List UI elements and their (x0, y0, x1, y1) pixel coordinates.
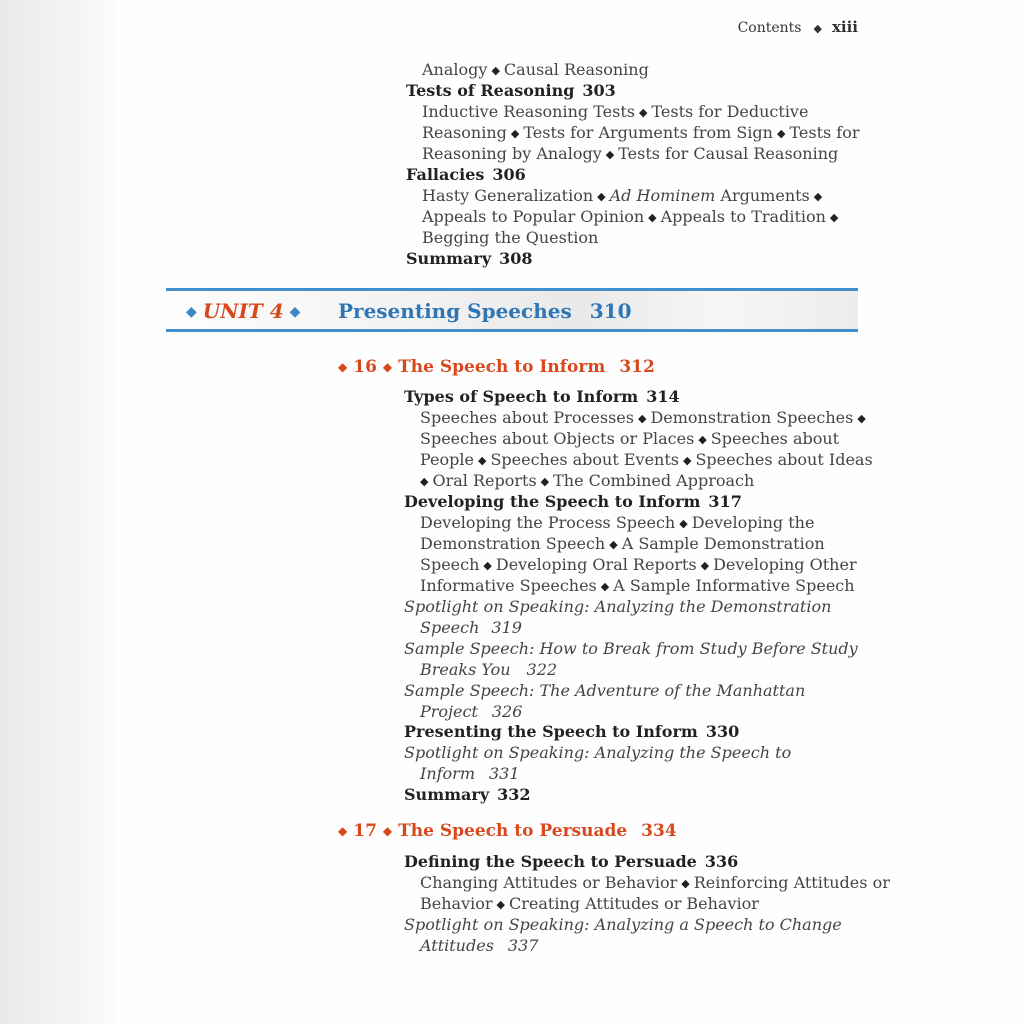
toc-feature-entry: Speech 319 (420, 618, 522, 637)
diamond-icon: ◆ (605, 148, 615, 161)
diamond-icon: ◆ (683, 454, 692, 467)
diamond-icon: ◆ (637, 412, 647, 425)
running-head (738, 18, 858, 36)
toc-feature-entry: Attitudes 337 (420, 936, 539, 955)
toc-feature-entry: Spotlight on Speaking: Analyzing the Speech to (404, 743, 792, 762)
chapter-heading: ◆ 17 ◆ The Speech to Persuade 334 (338, 821, 677, 841)
toc-feature-entry: Sample Speech: The Adventure of the Manhattan (404, 681, 806, 700)
toc-subtopics: Begging the Question (422, 228, 599, 247)
diamond-icon: ◆ (700, 559, 710, 572)
toc-subtopics: Reasoning ◆ Tests for Arguments from Sign ◆ Tests for (422, 123, 860, 142)
diamond-icon: ◆ (813, 190, 823, 203)
toc-subtopics: Developing the Process Speech ◆ Developing the (420, 513, 815, 532)
toc-subtopics: Speeches about Objects or Places ◆ Speeches about (420, 429, 840, 448)
diamond-icon: ◆ (186, 304, 197, 320)
diamond-icon: ◆ (338, 360, 348, 374)
diamond-icon: ◆ (420, 475, 429, 488)
unit-label: ◆ UNIT 4 ◆ (186, 299, 301, 323)
toc-subtopics: Changing Attitudes or Behavior ◆ Reinforcing Attitudes or (420, 873, 890, 892)
unit-title: Presenting Speeches 310 (338, 299, 632, 323)
toc-section-heading: Summary 308 (406, 249, 533, 268)
diamond-icon: ◆ (338, 824, 348, 838)
toc-subtopics: Speeches about Processes ◆ Demonstration Speeches ◆ (420, 408, 866, 427)
diamond-icon: ◆ (483, 559, 492, 572)
toc-subtopics: Inductive Reasoning Tests ◆ Tests for Deductive (422, 102, 809, 121)
diamond-icon: ◆ (382, 360, 393, 374)
toc-section-heading: Fallacies 306 (406, 165, 526, 184)
toc-subtopics: Informative Speeches ◆ A Sample Informative Speech (420, 576, 855, 595)
diamond-icon: ◆ (597, 190, 606, 203)
diamond-icon: ◆ (382, 824, 393, 838)
toc-subtopics: Reasoning by Analogy ◆ Tests for Causal Reasoning (422, 144, 839, 163)
toc-feature-entry: Inform 331 (420, 764, 520, 783)
diamond-icon: ◆ (496, 898, 505, 911)
chapter-heading: ◆ 16 ◆ The Speech to Inform 312 (338, 357, 655, 377)
diamond-icon: ◆ (776, 127, 786, 140)
diamond-icon: ◆ (491, 64, 500, 77)
diamond-icon: ◆ (813, 22, 822, 35)
toc-subtopics: Behavior ◆ Creating Attitudes or Behavior (420, 894, 759, 913)
toc-subtopics: Demonstration Speech ◆ A Sample Demonstration (420, 534, 825, 553)
diamond-icon: ◆ (609, 538, 618, 551)
diamond-icon: ◆ (477, 454, 487, 467)
toc-section-heading: Defining the Speech to Persuade 336 (404, 852, 739, 871)
toc-feature-entry: Spotlight on Speaking: Analyzing the Demonstration (404, 597, 832, 616)
toc-subtopics: People ◆ Speeches about Events ◆ Speeches about Ideas (420, 450, 873, 469)
diamond-icon: ◆ (289, 304, 301, 320)
page-number: xiii (831, 18, 858, 36)
running-head-label: Contents (737, 20, 802, 36)
toc-section-heading: Presenting the Speech to Inform 330 (404, 722, 740, 741)
toc-section-heading: Summary 332 (404, 785, 531, 804)
toc-subtopics: ◆ Oral Reports ◆ The Combined Approach (420, 471, 755, 490)
toc-section-heading: Developing the Speech to Inform 317 (404, 492, 742, 511)
diamond-icon: ◆ (829, 211, 839, 224)
scan-shadow (0, 0, 116, 1024)
toc-section-heading: Tests of Reasoning 303 (406, 81, 616, 100)
diamond-icon: ◆ (540, 475, 550, 488)
diamond-icon: ◆ (510, 127, 520, 140)
toc-subtopics: Appeals to Popular Opinion ◆ Appeals to Tradition ◆ (422, 207, 839, 226)
toc-subtopics: Analogy ◆ Causal Reasoning (422, 60, 649, 79)
unit-banner (166, 288, 858, 332)
toc-section-heading: Types of Speech to Inform 314 (404, 387, 680, 406)
diamond-icon: ◆ (638, 106, 648, 119)
toc-subtopics: Hasty Generalization ◆ Ad Hominem Arguments ◆ (422, 186, 823, 205)
diamond-icon: ◆ (600, 580, 610, 593)
toc-feature-entry: Breaks You 322 (420, 660, 558, 679)
diamond-icon: ◆ (698, 433, 707, 446)
diamond-icon: ◆ (681, 877, 690, 890)
diamond-icon: ◆ (648, 211, 657, 224)
toc-feature-entry: Sample Speech: How to Break from Study Before Study (404, 639, 858, 658)
toc-feature-entry: Project 326 (420, 702, 523, 721)
diamond-icon: ◆ (857, 412, 866, 425)
toc-feature-entry: Spotlight on Speaking: Analyzing a Speech to Change (404, 915, 842, 934)
diamond-icon: ◆ (679, 517, 688, 530)
toc-subtopics: Speech ◆ Developing Oral Reports ◆ Developing Other (420, 555, 857, 574)
